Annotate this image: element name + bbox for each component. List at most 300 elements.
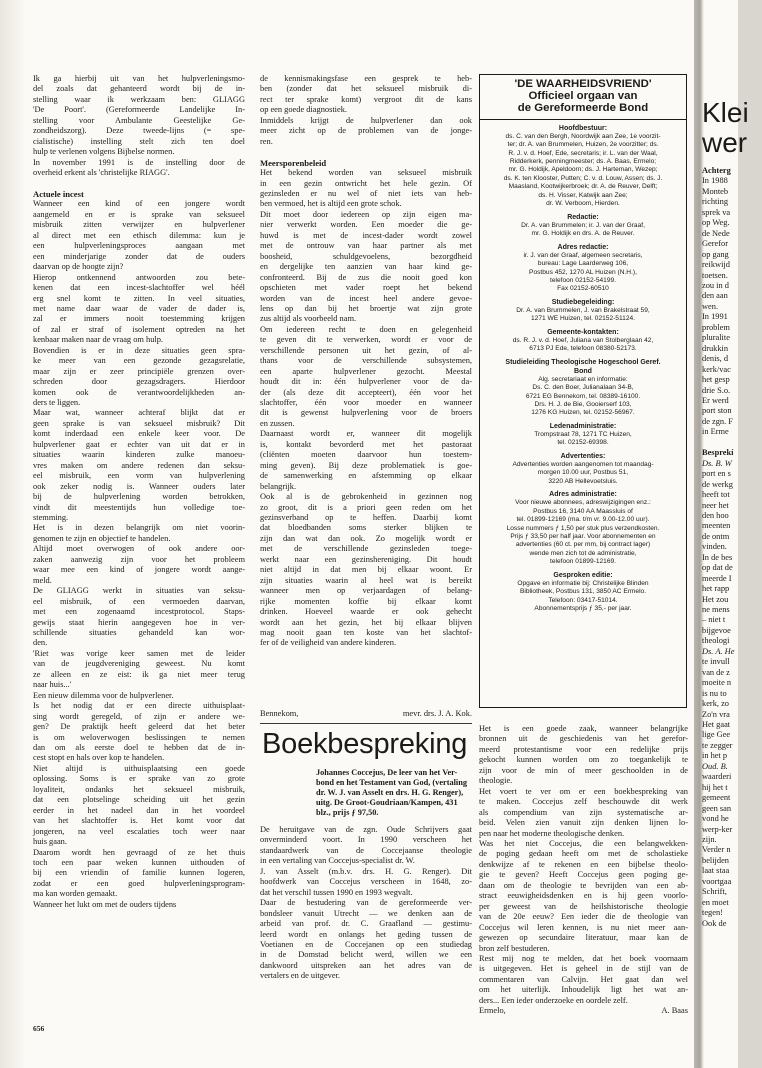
page-number: 656 [33,1024,45,1033]
text-line: Het voert te ver om er een boekbespreking van [479,786,688,796]
text-line: pen naar het moderne theologische denken. [479,828,625,838]
text-line: aangemeld en er is sprake van seksueel [33,209,245,219]
text-line: zus altijd als voorbeeld nam. [260,314,357,324]
text-line: thans voor de verschillende subsystemen, [260,356,472,366]
text-line: commentaren van Calvijn. Het gaat dan wel [479,974,688,984]
colophon-section-heading: Ledenadministratie: [549,422,617,430]
text-line: te geven dit te verwerken, wordt er voor de [260,335,472,345]
text-line: kenbaar maken naar de vraag om hulp. [33,335,163,345]
text-line: mag nooit gaan ten koste van het slachtof- [260,628,472,637]
text-line: vres maken om andere redenen dan seksu- [33,460,245,470]
text-line: erg snel komt te zitten. In veel situaties, [33,293,245,303]
text-line: gezinsleden er nu wel of niet iets van heb- [260,188,472,198]
text-line: loyaliteit, ondanks het seksueel misbruik, [33,784,245,794]
text-line: wanneer men op verjaardagen of belang- [260,586,472,596]
text-line: van de jeugdvereniging geweest. Nu komt [33,659,245,669]
text-line: Voetianen en de Coccejanen op een studiedag [260,939,472,949]
colophon-line: Postbus 16, 3140 AA Maassluis of [533,507,633,515]
text-line: Hierop ontkennend antwoorden zou bete- [33,272,245,282]
text-line: Dit moet door iedereen op zijn eigen ma- [260,209,472,219]
colophon-section [484,124,682,209]
text-line: kerk/vac [702,364,731,374]
text-line: lens op dan bij het broertje wat zijn grote [260,303,472,313]
text-line: (cliënten moeten daarvoor hun toestem- [260,450,472,460]
text-line: Bovendien is er in deze situaties geen spra- [33,345,245,355]
text-line: bij de hulpverlening worden betrokken, [33,492,245,502]
text-line: daan om de theologie te bevrijden van een ab- [479,880,688,890]
colophon-box [479,74,687,708]
review-title: Boekbespreking [262,728,468,760]
colophon-line: 6721 EG Bennekom, tel. 08389-16100. [525,392,641,400]
text-line: op Weg. [702,218,730,228]
text-line: ders... Een ieder onderzoeke en oordele zelf. [479,995,628,1005]
article-signature [260,709,472,718]
text-line: Ook al is de gebrokenheid in gezinnen nog [260,492,472,502]
text-line: zijn situaties waarin al heel wat is bereikt [260,575,472,585]
text-line: wen. [702,301,719,311]
middle-column [260,74,472,700]
text-line: ma kan worden gemaakt. [33,889,118,899]
text-line: J. van Asselt (m.b.v. drs. H. G. Renger). Dit [260,866,472,876]
text-line: wordt aan het gezin, het bij elkaar blijven [260,617,472,627]
text-line: problem [702,322,730,332]
page-binding-shadow [0,0,26,1068]
review-signature-author: A. Baas [661,1006,688,1016]
colophon-line: tel. 02152-69398. [557,439,609,447]
text-line: ren. [260,136,273,146]
text-line: ben (zonder dat het seksueel misbruik di- [260,84,472,94]
text-line: hulp te verlenen volgens Bijbelse normen. [33,147,175,157]
text-line: Om iedereen recht te doen en gelegenheid [260,324,472,334]
text-line: waarderi [702,772,732,782]
text-line: Schrift, [702,887,727,897]
text-line: en moet [702,897,729,907]
text-line: zaken aanwezig zijn voor het probleem [33,554,245,564]
text-line: rect ter sprake komt) vergroot dit de kans [260,94,472,104]
text-line: tegen! [702,908,723,918]
text-line: zondheidszorg). Deze tweede-lijns (= spe- [33,126,245,136]
book-detail-line: bond en het Testament van God, (vertaling [316,778,467,788]
colophon-section-heading: Adres administratie: [549,491,617,499]
text-line: zijn voor de min of meer geschoolden in de [479,765,688,775]
text-line: De GLIAGG werkt in situaties van seksu- [33,586,245,596]
text-line: Er werd [702,395,729,405]
text-line: meerde I [702,573,732,583]
right-page-column [702,166,762,928]
text-line: niet altijd in dat men bij elkaar woont. Er [260,565,472,575]
colophon-section [484,243,682,294]
text-line: lige Gee [702,730,731,740]
text-line: Wanneer een kind of een jongere wordt [33,199,245,209]
colophon-line: ds. H. Visser, Katwijk aan Zee; [538,191,628,199]
text-line: meld. [33,575,52,585]
text-line: gewijs staat hierin aangegeven hoe in ver- [33,617,245,627]
text-line: in het p [702,751,728,761]
text-line: te invull [702,657,730,667]
text-line: op dat de [702,563,733,573]
text-line: de kennismakingsfase een gesprek te heb- [260,74,472,83]
colophon-section [484,298,682,324]
colophon-section [484,213,682,239]
text-line: 'Riet was vorige keer samen met de leider [33,648,245,658]
text-line: om het uiterlijk. Inhoudelijk ligt het wat an- [479,985,688,995]
incest-section-body [33,199,245,910]
text-line: In november 1991 is de instelling door de [33,157,245,167]
text-line: bondsleer vanuit Utrecht — we denken aan de [260,908,472,918]
text-line: in de Domstad belicht werd, willen we een [260,950,472,960]
text-line: met de ontrouw van haar partner als met [260,241,472,251]
text-line: drie S.o. [702,385,731,395]
colophon-line: wende men zich tot de administratie, [529,549,637,557]
text-line: dit is gewenst hulpverlening voor de broers [260,408,472,418]
text-line: met de verschillende gezinsleden toege- [260,544,472,554]
colophon-sections [484,124,682,614]
text-line: naar huis...' [33,680,72,690]
text-line: huis gaan. [33,837,67,847]
text-line: van de 20e eeuw? Een ieder die de theologie van [479,912,688,922]
text-line: meenten [702,521,731,531]
colophon-title-line: 'DE WAARHEIDSVRIEND' [514,78,652,90]
text-line: toch een paar weken kunnen uithouden of [33,857,245,867]
book-detail-line: blz., prijs ƒ 97,50. [316,808,379,818]
text-line: bronnen uit de geschiedenis van het gerefor- [479,734,688,744]
text-line: denkwijze af te rekenen en een bijbelse theolo- [479,859,688,869]
colophon-line: telefoon 01899-12169. [550,558,616,566]
text-line: te maken. Coccejus zelf beschouwde dit werk [479,797,688,807]
text-line: Ds. B. W [702,458,732,468]
colophon-line: Dr. A. van Brummelen, J. van Brakelstraat 59, [516,306,650,314]
text-line: toetsen. [702,270,728,280]
review-book-details [316,768,472,818]
colophon-line: Voor nieuwe abonnees, adreswijzigingen enz.: [515,499,651,507]
text-line: laat staa [702,866,730,876]
text-line: Het gaat [702,720,731,730]
text-line: ze alleen en ze eist: ik ga niet meer terug [33,669,245,679]
text-line: Inmiddels krijgt de hulpverlener dan ook [260,115,472,125]
text-line: worden van de incest heel andere gevoe- [260,293,472,303]
text-line: Verder n [702,845,731,855]
book-detail-line: dr. W. J. van Asselt en drs. H. G. Renger), [316,788,464,798]
text-line: komen ook de verantwoordelijkheden an- [33,387,245,397]
text-line: stract eeuwigheidsdenken en is hij geen voorlo- [479,891,688,901]
text-line: vertalers en de uitgever. [260,971,340,981]
intro-paragraph [33,74,245,179]
text-line: geen san [702,803,732,813]
text-line: moeite n [702,678,732,688]
text-line: overheid erkent als 'christelijke RIAGG'. [33,168,170,178]
right-page-title: Klei wer [702,97,749,158]
text-line: hulpverlener gaat er echter van uit dat er in [33,439,245,449]
colophon-line: Abonnementsprijs ƒ 35,- per jaar. [534,605,632,613]
text-line: is uitgegeven. Het is geheel in de stijl van de [479,964,688,974]
colophon-line: Losse nummers ƒ 1,50 per stuk plus verzendkosten. [506,524,660,532]
review-signature-place: Ermelo, [479,1006,506,1016]
colophon-line: Opgave en informatie bij: Christelijke Blinden [517,579,649,587]
colophon-title-line: de Gereformeerde Bond [517,102,649,115]
colophon-line: Advertenties worden aangenomen tot maandag- [512,460,654,468]
review-signature [479,1006,688,1016]
text-line: onverminderd voort. In 1990 verscheen het [260,835,472,845]
text-line: confronteerd. Bij de zus die nooit goed kon [260,272,472,282]
text-line: In 1991 [702,312,728,322]
text-line: meer zicht op de problemen van de jonge- [260,126,472,136]
text-line: schillende situaties gehandeld kan wor- [33,628,245,637]
text-line: bron zelf bestuderen. [479,943,550,953]
text-line: Zo'n vra [702,709,730,719]
text-line: rijke momenten koffie bij elkaar komt [260,596,472,606]
text-line: eel misbruik, of een vermoeden daarvan, [33,596,245,606]
text-line: De heruitgave van de zgn. Oude Schrijvers gaat [260,825,472,834]
colophon-section [484,328,682,354]
text-line: Het is in dezen belangrijk om niet voorin- [33,523,245,533]
colophon-line: Prijs ƒ 33,50 per half jaar. Voor abonnementen en [510,533,656,541]
text-line: en zussen. [260,418,295,428]
colophon-line: bureau: Lage Laarderweg 106, [537,260,629,268]
colophon-section [484,358,682,418]
text-line: dankwoord uitspreken aan het adres van de [260,960,472,970]
text-line: Monteb [702,186,729,196]
colophon-line: ds. C. van den Bergh, Noordwijk aan Zee, 1e voorzit- [505,132,661,140]
text-line: per geweest van de heilshistorische theologie [479,901,688,911]
text-line: ben vermoed, het is altijd een grote schok. [260,199,402,209]
colophon-line: ds. R. J. v. d. Hoef, Juliana van Stolberglaan 42, [512,336,654,344]
text-line: Altijd moet overwogen of ook andere oor- [33,544,245,554]
text-line: vond he [702,814,729,824]
review-text-left [260,825,472,1025]
colophon-line: tel. 01899-12169 (ma. t/m vr. 9.00-12.00 uur). [516,516,650,524]
text-line: jongeren, na veel escalaties toch weer naar [33,826,245,836]
colophon-section-heading: Advertenties: [560,452,606,460]
text-line: Was het niet Coccejus, die een belangwekken- [479,838,688,848]
colophon-line: Ridderkerk, penningmeester; ds. A. Baas, Ermelo; [509,157,657,165]
text-line: in een gezin ontwricht het hele gezin. Of [260,178,472,188]
text-line: met een zogenaamd incestprotocol. Staps- [33,607,245,617]
colophon-section-heading: Studiebegeleiding: [551,298,615,306]
text-line: den hoo [702,510,729,520]
text-line: in Erme [702,427,729,437]
text-line: bij een vriendin of familie kunnen logeren, [33,868,245,878]
text-line: zou in d [702,280,729,290]
text-line: gen? De praktijk heeft geleerd dat het beter [33,722,245,732]
text-line: Ds. A. He [702,646,735,656]
colophon-title [484,78,682,115]
text-line: Daarnaast wordt er, wanneer dit mogelijk [260,429,472,439]
text-line: zijn dan wat dan ook. Zo mogelijk wordt er [260,533,472,543]
text-line: Besprekí [702,448,734,458]
text-line: richting [702,197,729,207]
colophon-line: advertenties (60 ct. per mm, bij contract lager) [515,541,651,549]
text-line: Gerefor [702,239,729,249]
text-line: Coccejus wil leren kennen, is nu niet meer aan- [479,922,688,932]
colophon-section [484,490,682,567]
text-line: daarvan op de hoogte zijn? [33,262,124,272]
text-line: sing wordt geregeld, of zijn er andere we- [33,711,245,721]
colophon-section-heading: Hoofdbestuur: [558,124,608,132]
text-line: een hulpverleningsproces aangaan met [33,241,245,251]
middle-intro-paragraph [260,74,472,147]
text-line: reikwijd [702,260,730,270]
text-line: Rest mij nog te melden, dat het boek voornaam [479,953,688,963]
text-line: al direct met een ethisch dilemma: kun je [33,230,245,240]
text-line [702,438,738,448]
colophon-section [484,571,682,614]
text-line: dat bloedbanden soms sterker blijken te [260,523,472,533]
text-line: op een goede diagnostiek. [260,105,347,115]
text-line: van het slachtoffer is. Het komt voor dat [33,816,245,826]
heading-actuele-incest: Actuele incest [33,188,84,199]
colophon-line: Trompstraat 78, 1271 TC Huizen, [534,430,632,438]
right-page-lines [702,166,738,929]
text-line: 'De Poort'. (Gereformeerde Landelijke In- [33,105,245,115]
text-line: de samenwerking en afstemming op elkaar [260,471,472,481]
text-line: pluralite [702,333,730,343]
text-line: ook zeker nodig is. Wanneer ouders later [33,481,245,491]
text-line: belangrijk. [260,481,297,491]
colophon-line: 3220 AB Hellevoetsluis. [548,477,618,485]
text-line: komt inderdaad een enkele keer voor. De [33,429,245,439]
colophon-section-heading: Redactie: [567,213,599,221]
colophon-line: Maasland, Kootwijkerbroek; dr. A. de Reuver, Delft; [508,183,658,191]
colophon-line: Ds. C. den Boer, Julianalaan 34-B, [532,384,634,392]
book-detail-line: Johannes Coccejus, De leer van het Ver- [316,768,458,777]
text-line: In 1988 [702,176,728,186]
colophon-line: mr. G. Holdijk en drs. A. de Reuver. [531,230,635,238]
text-line: werp-ker [702,824,733,834]
signature-place: Bennekom, [260,709,299,718]
text-line: de poging gedaan heeft om met de scholastieke [479,849,688,859]
colophon-section [484,452,682,486]
text-line: ke meer van een gezonde gezagsrelatie, [33,356,245,366]
text-line: waar mee een kind of jongere wordt aange- [33,565,245,575]
colophon-line: dr. W. Verboom, Hierden. [546,200,620,208]
colophon-title-line: Officieel orgaan van [528,90,638,103]
text-line: Ook de [702,918,727,928]
colophon-section-heading: Gemeente-kontakten: [547,328,619,336]
text-line: opschieten met vader roept het bekend [260,283,472,293]
colophon-line: R. J. v. d. Hoef, Ede, secretaris; ir. L. van der Waal, [508,149,658,157]
text-line: del zoals dat gehanteerd wordt bij de in- [33,84,245,94]
text-line: Daar de bestudering van de gereformeerde ver- [260,898,472,908]
text-line: het gesp [702,375,730,385]
text-line: den aan [702,291,728,301]
text-line: houdt dit in: één hulpverlener voor de da- [260,377,472,387]
text-line: belijden [702,855,729,865]
text-line: het rapp [702,584,730,594]
text-line: de ontm [702,531,730,541]
text-line: leerd wordt en onlangs het geding tussen de [260,929,472,939]
text-line: situaties waarin kinderen zulke manoeu- [33,450,245,460]
text-line: zodat er een goed hulpverleningsprogram- [33,878,245,888]
text-line: hij het t [702,782,728,792]
section-divider [260,723,472,724]
text-line: een aparte hulpverlener gezocht. Meestal [260,366,472,376]
text-line: theologie. [479,776,513,786]
colophon-line: 6713 PJ Ede, telefoon 08380-52173. [529,345,637,353]
text-line: Daarom wordt hen gevraagd of ze het thuis [33,847,245,857]
text-line: kerk, zo [702,699,729,709]
text-line: is om weloverwogen beslissingen te nemen [33,732,245,742]
text-line: sprek va [702,207,731,217]
text-line: vindt dit meestentijds hun volledige toe- [33,502,245,512]
text-line: ne mens [702,605,730,615]
text-line: boosheid, schuldgevoelens, bezorgdheid [260,251,472,261]
text-line: verschillende personen uit het gezin, of al- [260,345,472,355]
text-line: van de z [702,667,730,677]
text-line: gie te geven? Heeft Coccejus geen poging ge- [479,870,688,880]
book-detail-line: uitg. De Groot-Goudriaan/Kampen, 431 [316,798,458,808]
left-column [33,74,245,1020]
colophon-line: 1276 KG Huizen, tel. 02152-56967. [531,409,635,417]
text-line: beid. Velen zien vanuit zijn denken lijnen lo- [479,818,688,828]
review-continuation [479,724,688,1006]
text-line: der (als deze dit accepteert), één voor het [260,387,472,397]
colophon-line: Telefoon: 03417-51014. [548,596,618,604]
text-line: Achterg [702,166,731,175]
text-line: standaardwerk van de Coccejaanse theologie [260,845,472,855]
text-line: geen sprake is van seksueel misbruik? Dit [33,418,245,428]
text-line: dan om als eerste doel te hebben dat de in- [33,742,245,752]
text-line: Oud. B. [702,761,728,771]
text-line: slachtoffer, één voor moeder en wanneer [260,398,472,408]
text-line: of zal er straf of isolement optreden na het [33,324,245,334]
colophon-line: Bibliotheek, Postbus 131, 3850 AC Ermelo. [519,588,647,596]
text-line: in een vertaling van Coccejus-specialist dr. W. [260,856,415,866]
text-line: op gang [702,249,729,259]
text-line: Het is een goede zaak, wanneer belangrijke [479,724,688,733]
text-line: port ston [702,406,732,416]
meersporenbeleid-body [260,168,472,649]
text-line: gemeent [702,793,731,803]
colophon-line: Postbus 452, 1270 AL Huizen (N.H.), [529,268,637,276]
text-line: cialistische) instelling stelt zich ten doel [33,136,245,146]
text-line: neer het [702,500,729,510]
text-line: werkt naar een gezinshereniging. Dit houdt [260,554,472,564]
text-line: cest stopt en hals over kop te handelen. [33,753,165,763]
colophon-line: ir. J. van der Graaf, algemeen secretaris, [523,251,643,259]
heading-meersporenbeleid: Meersporenbeleid [260,157,327,168]
text-line: een minderjarige zonder dat de ouders [33,251,245,261]
text-line: Het bekend worden van seksueel misbruik [260,168,472,178]
review-text-right [479,724,688,1014]
text-line: denis, d [702,354,729,364]
text-line: eel misbruik, een vorm van hulpverlening [33,471,245,481]
text-line: Ik ga hierbij uit van het hulpverleningsmo- [33,74,245,83]
signature-author: mevr. drs. J. A. Kok. [402,709,472,718]
text-line: de zgn. F [702,416,733,426]
text-line: schreden door gezagsdragers. Hierdoor [33,377,245,387]
colophon-divider [480,119,686,120]
text-line: maar zijn er zeer principiële grenzen over- [33,366,245,376]
text-line: met name daar waar de vader de dader is, [33,303,245,313]
text-line: Maar wat, wanneer achteraf blijkt dat er [33,408,245,418]
text-line: – niet t [702,615,726,625]
text-line: Een nieuw dilemma voor de hulpverlener. [33,690,174,700]
text-line: den. [33,638,48,648]
text-line: oplossing. Soms is er sprake van zo grote [33,774,245,784]
text-line: ders te liggen. [33,398,81,408]
text-line: stemming. [33,513,69,523]
colophon-line: telefoon 02152-54199. [550,276,616,284]
text-line: port en s [702,469,731,479]
colophon-line: morgen 10.00 uur, Postbus 51, [537,469,629,477]
text-line: dat het verschil tussen 1990 en 1993 wegvalt. [260,887,413,897]
text-line: In de bes [702,552,733,562]
text-line: en dergelijke ten aanzien van haar kind ge- [260,262,472,272]
colophon-line: 1271 WE Huizen, tel. 02152-51124. [531,315,635,323]
text-line: zal er immers nooit toestemming krijgen [33,314,245,324]
text-line: gezinsverband op te heffen. Daarbij komt [260,513,472,523]
text-line: kenen dat een incest-slachtoffer wel héél [33,283,245,293]
